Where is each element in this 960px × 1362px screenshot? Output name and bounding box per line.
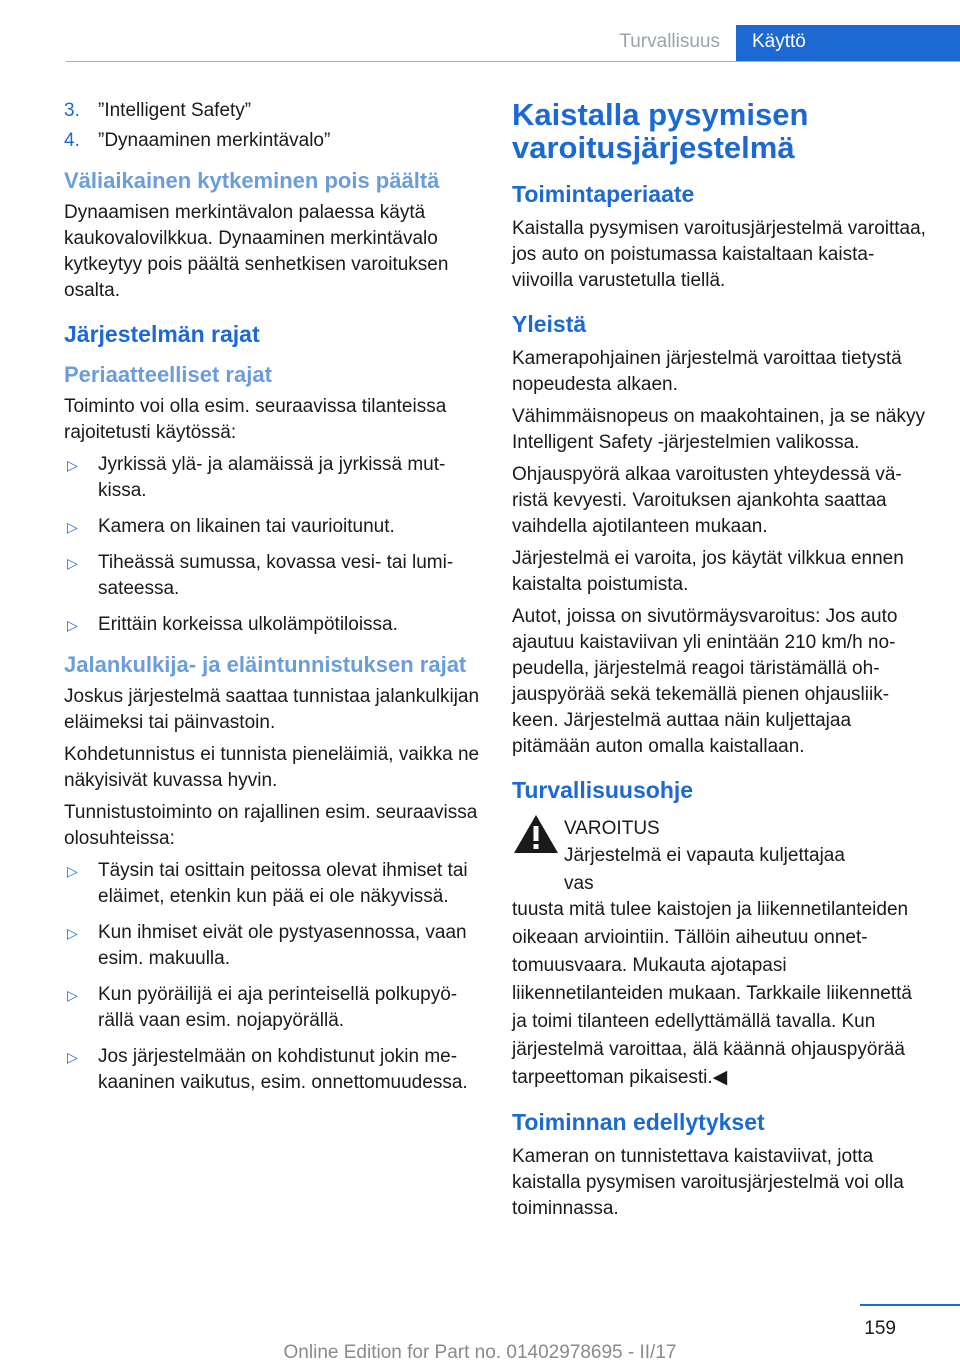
warning-title: VAROITUS: [564, 818, 660, 839]
list-item: [64, 550, 480, 602]
list-item: [64, 612, 480, 638]
bullet-text: Kun pyöräilijä ei aja perinteisellä polkupyörällä vaan esim. nojapyörällä.: [98, 984, 458, 1031]
bullet-text: Jyrkissä ylä- ja alamäissä ja jyrkissä mutkissa.: [98, 454, 446, 501]
bullet-text: Tiheässä sumussa, kovassa vesi- tai lumisateessa.: [98, 552, 454, 599]
list-item: [64, 920, 480, 972]
list-text: ”Intelligent Safety”: [98, 100, 252, 121]
bullet-text: Jos järjestelmään on kohdistunut jokin mekaaninen vaikutus, esim. onnettomuudessa.: [98, 1046, 468, 1093]
header-chapter-tab: Käyttö: [736, 25, 960, 61]
list-item: [64, 98, 480, 124]
list-item: [64, 128, 480, 154]
bullet-text: Kun ihmiset eivät ole pystyasennossa, vaan esim. makuulla.: [98, 922, 467, 969]
safety-heading: Turvallisuusohje: [512, 777, 694, 803]
triangle-bullet-icon: ▷: [67, 519, 78, 535]
basic-limits-heading: Periaatteelliset rajat: [64, 362, 272, 387]
warning-block: [512, 812, 928, 898]
list-text: ”Dynaaminen merkintävalo”: [98, 130, 331, 151]
footer-rule: [860, 1304, 960, 1306]
general-p1: Kamerapohjainen järjestelmä varoittaa tietystä nopeudesta alkaen.: [512, 348, 902, 395]
list-item: [64, 1044, 480, 1096]
list-item: [64, 452, 480, 504]
list-number: 3.: [64, 100, 80, 121]
warning-text: tuusta mitä tulee kaistojen ja liikennetilanteiden oikeaan arviointiin. Tällöin aiheutuu onnettomuusvaara. Mukauta ajotapasi liikennetilanteiden mukaan. Tarkkaile liikennettä ja toimi tilanteen edellyttämällä tavalla. Kun järjestelmä varoittaa, älä käännä ohjauspyörää tarpeettoman pikaisesti.◀: [512, 899, 912, 1088]
left-column: [64, 98, 480, 1106]
warning-text-first-line: Järjestelmä ei vapauta kuljettajaa vas: [564, 845, 845, 894]
requirements-text: Kameran on tunnistettava kaistaviivat, jotta kaistalla pysymisen varoitusjärjestelmä voi olla toiminnassa.: [512, 1146, 904, 1219]
principle-text: Kaistalla pysymisen varoitusjärjestelmä varoittaa, jos auto on poistumassa kaistaltaan kaistaviivoilla varustetulla tiellä.: [512, 218, 926, 291]
bullet-text: Täysin tai osittain peitossa olevat ihmiset tai eläimet, etenkin kun pää ei ole näkyvissä.: [98, 860, 468, 907]
general-p4: Järjestelmä ei varoita, jos käytät vilkkua ennen kaistalta poistumista.: [512, 548, 904, 595]
triangle-bullet-icon: ▷: [67, 863, 78, 879]
header-rule: [66, 61, 960, 62]
temp-off-heading: Väliaikainen kytkeminen pois päältä: [64, 168, 440, 193]
limits-heading: Järjestelmän rajat: [64, 321, 260, 347]
detection-p2: Kohdetunnistus ei tunnista pieneläimiä, vaikka ne näkyisivät kuvassa hyvin.: [64, 744, 480, 791]
limits-bullet-list: [64, 452, 480, 638]
requirements-heading: Toiminnan edellytykset: [512, 1109, 765, 1135]
principle-heading: Toimintaperiaate: [512, 181, 695, 207]
section-title: Kaistalla pysymisen varoitusjärjestelmä: [512, 97, 809, 165]
header-section-label: Turvallisuus: [619, 31, 720, 52]
page-header: [0, 25, 960, 63]
temp-off-text: Dynaamisen merkintävalon palaessa käytä kaukovalovilkkua. Dynaaminen merkintävalo kytkeytyy pois päältä senhetkisen varoituksen osalta.: [64, 202, 449, 301]
bullet-text: Kamera on likainen tai vaurioitunut.: [98, 516, 395, 537]
general-p5: Autot, joissa on sivutörmäysvaroitus: Jos auto ajautuu kaistaviivan yli enintään 210 km/h nopeudella, järjestelmä reagoi täristämällä ohjauspyörää sekä tekemällä pienen ohjausliikkeen. Järjestelmä auttaa näin kuljettajaa pitämään auton omalla kaistallaan.: [512, 606, 898, 757]
list-item: [64, 858, 480, 910]
general-p2: Vähimmäisnopeus on maakohtainen, ja se näkyy Intelligent Safety -järjestelmien valikossa.: [512, 406, 925, 453]
triangle-bullet-icon: ▷: [67, 987, 78, 1003]
triangle-bullet-icon: ▷: [67, 457, 78, 473]
detection-p3: Tunnistustoiminto on rajallinen esim. seuraavissa olosuhteissa:: [64, 802, 478, 849]
detection-bullet-list: [64, 858, 480, 1096]
list-item: [64, 514, 480, 540]
limits-intro: Toiminto voi olla esim. seuraavissa tilanteissa rajoitetusti käytössä:: [64, 396, 447, 443]
list-item: [64, 982, 480, 1034]
general-heading: Yleistä: [512, 311, 587, 337]
triangle-bullet-icon: ▷: [67, 1049, 78, 1065]
detection-limits-heading: Jalankulkija- ja eläintunnistuksen rajat: [64, 652, 467, 677]
list-number: 4.: [64, 130, 80, 151]
detection-p1: Joskus järjestelmä saattaa tunnistaa jalankulkijan eläimeksi tai päinvastoin.: [64, 686, 480, 733]
general-p3: Ohjauspyörä alkaa varoitusten yhteydessä väristä kevyesti. Varoituksen ajankohta saattaa vaihdella ajotilanteen mukaan.: [512, 464, 902, 537]
right-column: [512, 98, 928, 1228]
bullet-text: Erittäin korkeissa ulkolämpötiloissa.: [98, 614, 398, 635]
triangle-bullet-icon: ▷: [67, 617, 78, 633]
triangle-bullet-icon: ▷: [67, 555, 78, 571]
triangle-bullet-icon: ▷: [67, 925, 78, 941]
edition-note: Online Edition for Part no. 01402978695 - II/17: [283, 1342, 677, 1362]
numbered-list: [64, 98, 480, 154]
warning-triangle-icon: [512, 812, 560, 856]
page-number: 159: [864, 1318, 896, 1339]
